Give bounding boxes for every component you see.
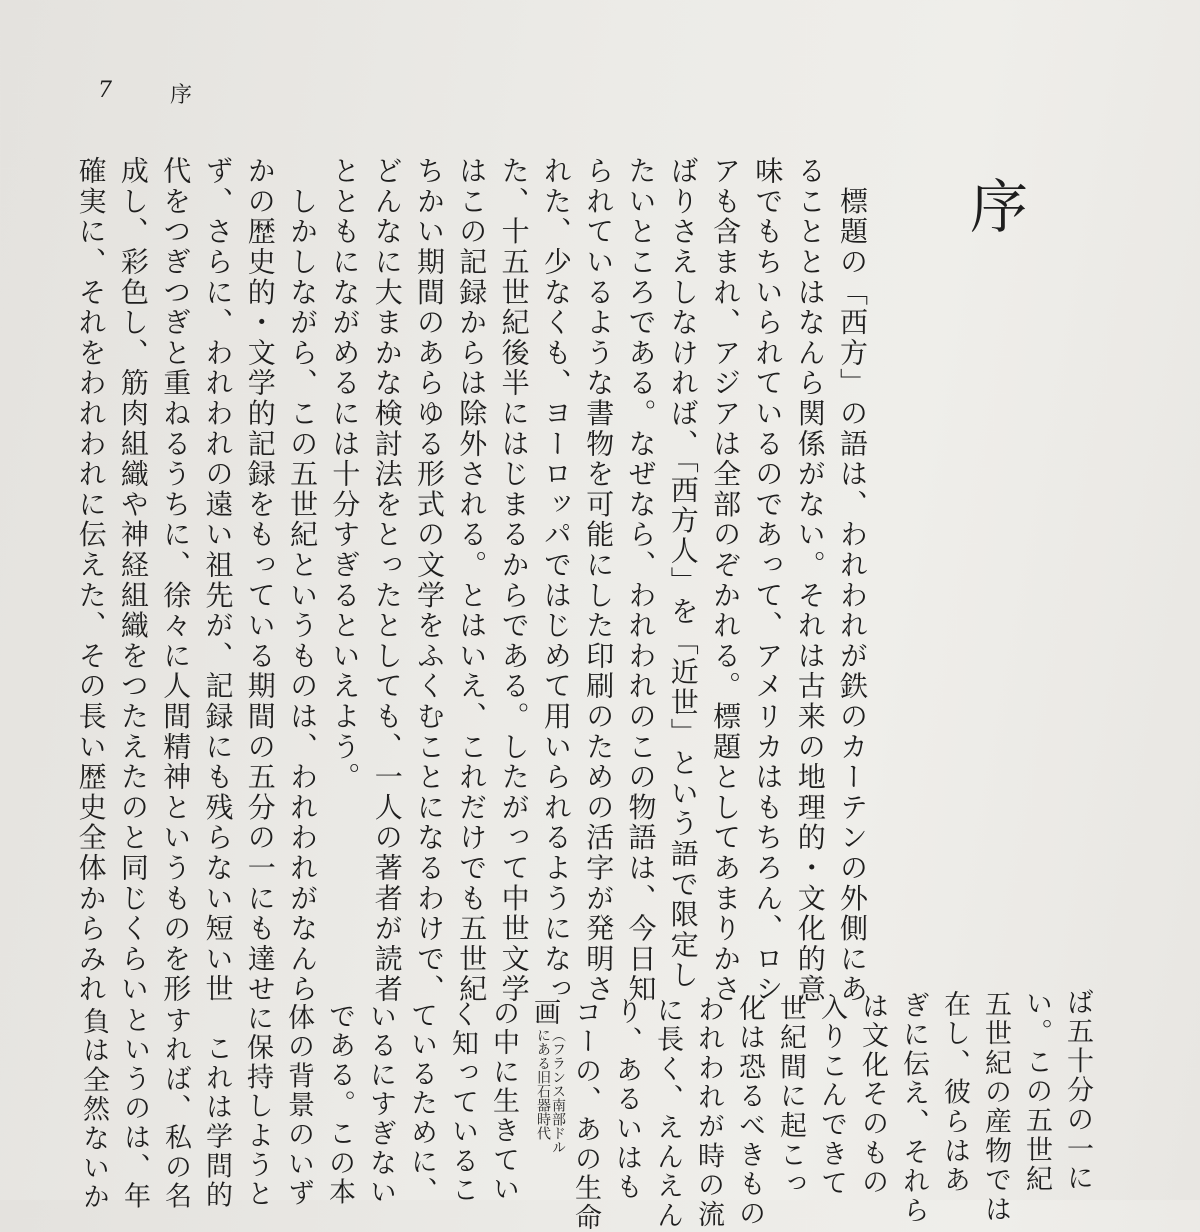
text-column: すれば、私の名 [160,1005,191,1211]
text-column: 化は恐るべきもの [734,994,765,1229]
text-column: い。この五世紀 [1021,988,1052,1194]
inline-annotation [535,1028,565,1154]
text-column: 入りこんできて [816,992,847,1198]
text-column: 代をつぎつぎと重ねるうちに、徐々に人間精神というものを形 [159,156,193,1005]
text-column: ば五十分の一に [1062,988,1093,1194]
text-column: り、あるいはも [611,996,642,1202]
text-column-main: 画 [529,998,560,1028]
text-column: ているために、 [406,1000,437,1206]
text-column: た、十五世紀後半にはじまるからである。したがって中世文学 [497,156,531,1005]
text-column: かの歴史的・文学的記録をもっている期間の五分の一にも達せ [243,156,277,1005]
page-number: 7 [98,78,112,103]
text-column: しかしながら、この五世紀というものは、われわれがなんら [286,156,320,1005]
text-column: に長く、えんえん [652,996,683,1231]
text-column: 世紀間に起こっ [775,993,806,1199]
text-column: たいところである。なぜなら、われわれのこの物語は、今日知 [624,156,658,1005]
text-column: 負は全然ないか [78,1007,109,1213]
text-column: れた、少なくも、ヨーロッパではじめて用いられるようになっ [539,156,573,1005]
text-column: は文化そのもの [857,992,888,1198]
text-column: というのは、年 [119,1006,150,1212]
text-column: 在し、彼らはあ [939,990,970,1196]
annotation-line: にある旧石器時代 [535,1027,551,1140]
text-column: ることとはなんら関係がない。それは古来の地理的・文化的意 [793,156,827,1005]
text-column: 標題の「西方」の語は、われわれが鉄のカーテンの外側にあ [836,156,869,1005]
text-column: である。この本 [324,1002,355,1208]
text-column: 体の背景のいず [283,1003,314,1209]
text-column: ばりさえしなければ、「西方人」を「近世」という語で限定し [666,156,700,991]
text-column: 五世紀の産物では [980,989,1011,1224]
text-column: どんなに大まかな検討法をとったとしても、一人の著者が読者 [370,156,404,1005]
text-column: アも含まれ、アジアは全部のぞかれる。標題としてあまりかさ [709,156,743,1005]
chapter-title: 序 [970,173,1029,241]
running-title: 序 [170,83,193,108]
text-column [523,998,565,1153]
text-column: に保持しようと [242,1004,273,1210]
text-column: ず、さらに、われわれの遠い祖先が、記録にも残らない短い世 [201,156,235,1005]
text-column: 味でもちいられているのであって、アメリカはもちろん、ロシ [751,156,785,1005]
text-column: 確実に、それをわれわれに伝えた、その長い歴史全体からみれ [74,156,108,1005]
text-column: ちかい期間のあらゆる形式の文学をふくむことになるわけで、 [413,156,446,1005]
text-column: とともにながめるには十分すぎるといえよう。 [328,156,362,793]
text-column: われわれが時の流 [693,995,724,1230]
text-column: いるにすぎない [365,1001,396,1207]
text-column: 成し、彩色し、筋肉組織や神経組織をつたえたのと同じくらい [116,156,150,1005]
text-column: はこの記録からは除外される。とはいえ、これだけでも五世紀 [455,156,489,1005]
text-column: ぎに伝え、それら [898,991,929,1226]
text-column: の中に生きてい [488,999,519,1205]
text-column: られているような書物を可能にした印刷のための活字が発明さ [582,156,616,1005]
text-column: これは学問的 [201,1004,232,1210]
text-column: コーの、あの生命 [570,997,601,1232]
text-column: く知っているこ [447,1000,478,1206]
annotation-line: （フランス南部ドル [550,1027,566,1154]
